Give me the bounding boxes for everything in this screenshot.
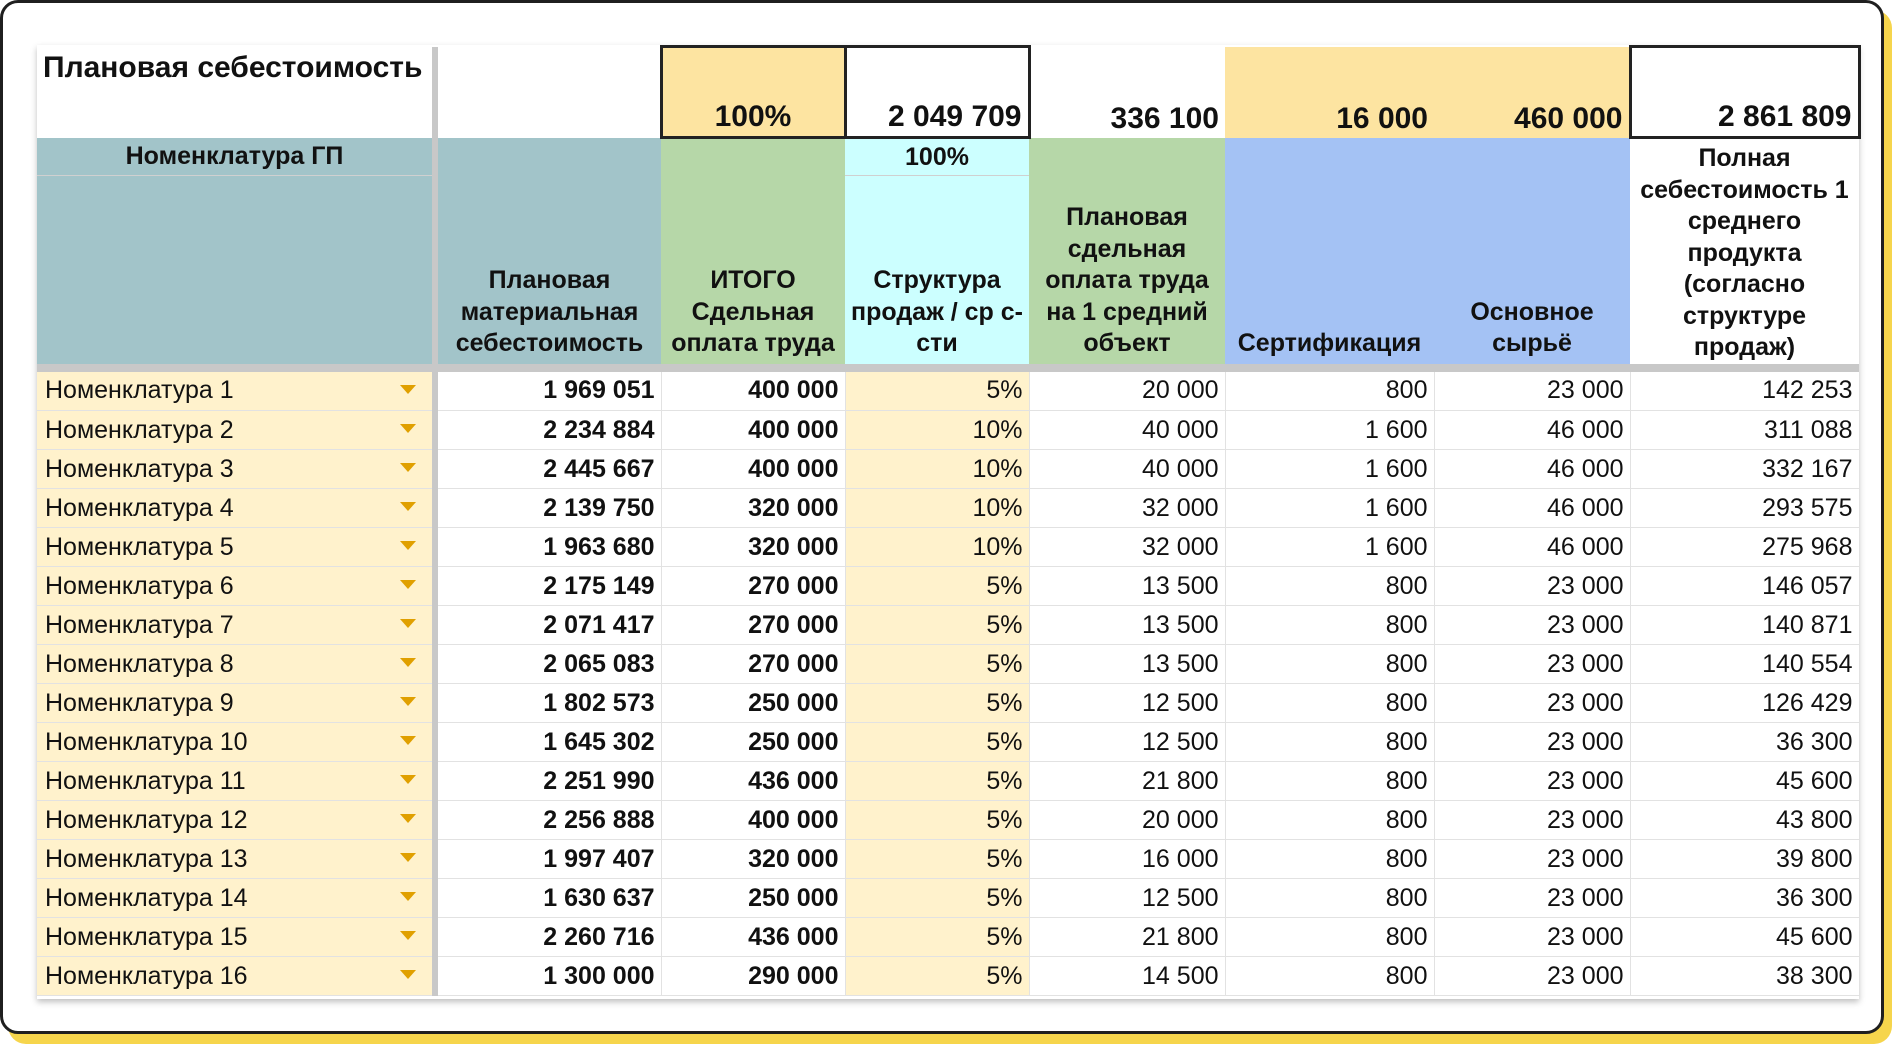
dropdown-triangle-icon[interactable] [400,853,416,862]
nomenclature-dropdown[interactable] [37,957,435,996]
material-cell[interactable]: 2 065 083 [435,645,661,684]
header-struct: Структура продаж / ср с-сти [845,176,1029,364]
cert-cell[interactable]: 1 600 [1225,528,1434,567]
dropdown-triangle-icon[interactable] [400,970,416,979]
raw-cell[interactable]: 23 000 [1434,762,1630,801]
piece-cell[interactable]: 21 800 [1029,762,1225,801]
full-cell[interactable]: 45 600 [1630,918,1859,957]
full-cell[interactable]: 43 800 [1630,801,1859,840]
nomenclature-dropdown[interactable] [37,723,435,762]
piece-cell[interactable]: 16 000 [1029,840,1225,879]
material-cell[interactable]: 1 969 051 [435,372,661,411]
cert-cell[interactable]: 800 [1225,957,1434,996]
full-cell[interactable]: 126 429 [1630,684,1859,723]
dropdown-triangle-icon[interactable] [400,541,416,550]
material-cell[interactable]: 2 139 750 [435,489,661,528]
full-cell[interactable]: 36 300 [1630,723,1859,762]
header-struct-pct: 100% [845,138,1029,176]
nomenclature-label: Номенклатура 11 [45,766,246,795]
cert-cell[interactable]: 800 [1225,372,1434,411]
material-cell[interactable]: 1 300 000 [435,957,661,996]
table-row [37,879,1859,918]
header-full: Полная себестоимость 1 среднего продукта (согласно структуре продаж) [1630,138,1859,364]
piece-cell[interactable]: 12 500 [1029,723,1225,762]
cert-cell[interactable]: 800 [1225,723,1434,762]
struct-cell[interactable]: 10% [845,411,1029,450]
struct-cell[interactable]: 10% [845,528,1029,567]
labor-cell[interactable]: 250 000 [661,684,845,723]
dropdown-triangle-icon[interactable] [400,424,416,433]
struct-cell[interactable]: 5% [845,918,1029,957]
nomenclature-dropdown[interactable] [37,606,435,645]
nomenclature-dropdown[interactable] [37,372,435,411]
full-cell[interactable]: 332 167 [1630,450,1859,489]
piece-cell[interactable]: 13 500 [1029,645,1225,684]
summary-cert-cell[interactable]: 16 000 [1225,47,1434,138]
material-cell[interactable]: 2 256 888 [435,801,661,840]
cost-table [37,45,1861,996]
header-separator [37,364,1859,372]
struct-cell[interactable]: 5% [845,879,1029,918]
piece-cell[interactable]: 20 000 [1029,372,1225,411]
cert-cell[interactable]: 800 [1225,606,1434,645]
material-cell[interactable]: 1 997 407 [435,840,661,879]
struct-cell[interactable]: 5% [845,567,1029,606]
table-row [37,957,1859,996]
struct-cell[interactable]: 10% [845,489,1029,528]
table-row [37,684,1859,723]
cert-cell[interactable]: 800 [1225,567,1434,606]
raw-cell[interactable]: 23 000 [1434,801,1630,840]
data-rows [37,372,1859,996]
nomenclature-label: Номенклатура 1 [45,376,234,405]
cert-cell[interactable]: 800 [1225,762,1434,801]
nomenclature-dropdown[interactable] [37,450,435,489]
labor-cell[interactable]: 436 000 [661,762,845,801]
material-cell[interactable]: 2 445 667 [435,450,661,489]
table-row [37,723,1859,762]
header-raw: Основное сырьё [1434,138,1630,364]
full-cell[interactable]: 38 300 [1630,957,1859,996]
labor-cell[interactable]: 320 000 [661,528,845,567]
raw-cell[interactable]: 23 000 [1434,840,1630,879]
nomenclature-dropdown[interactable] [37,567,435,606]
nomenclature-label: Номенклатура 16 [45,961,248,990]
piece-cell[interactable]: 32 000 [1029,528,1225,567]
struct-cell[interactable]: 5% [845,723,1029,762]
labor-cell[interactable]: 320 000 [661,489,845,528]
table-row [37,528,1859,567]
piece-cell[interactable]: 20 000 [1029,801,1225,840]
labor-cell[interactable]: 250 000 [661,723,845,762]
dropdown-triangle-icon[interactable] [400,658,416,667]
full-cell[interactable]: 36 300 [1630,879,1859,918]
header-labor: ИТОГО Сдельная оплата труда [661,138,845,364]
cert-cell[interactable]: 1 600 [1225,450,1434,489]
dropdown-triangle-icon[interactable] [400,463,416,472]
dropdown-triangle-icon[interactable] [400,502,416,511]
nomenclature-label: Номенклатура 9 [45,688,234,717]
nomenclature-label: Номенклатура 5 [45,532,234,561]
nomenclature-label: Номенклатура 10 [45,727,248,756]
labor-cell[interactable]: 270 000 [661,645,845,684]
dropdown-triangle-icon[interactable] [400,697,416,706]
raw-cell[interactable]: 23 000 [1434,879,1630,918]
raw-cell[interactable]: 46 000 [1434,411,1630,450]
nomenclature-label: Номенклатура 13 [45,844,248,873]
table-row [37,645,1859,684]
cert-cell[interactable]: 800 [1225,684,1434,723]
piece-cell[interactable]: 12 500 [1029,879,1225,918]
piece-cell[interactable]: 32 000 [1029,489,1225,528]
full-cell[interactable]: 275 968 [1630,528,1859,567]
cert-cell[interactable]: 1 600 [1225,411,1434,450]
raw-cell[interactable]: 46 000 [1434,528,1630,567]
struct-cell[interactable]: 5% [845,606,1029,645]
labor-cell[interactable]: 290 000 [661,957,845,996]
raw-cell[interactable]: 46 000 [1434,450,1630,489]
nomenclature-label: Номенклатура 4 [45,493,234,522]
labor-cell[interactable]: 270 000 [661,567,845,606]
piece-cell[interactable]: 14 500 [1029,957,1225,996]
cert-cell[interactable]: 800 [1225,801,1434,840]
full-cell[interactable]: 311 088 [1630,411,1859,450]
table-row [37,450,1859,489]
nomenclature-dropdown[interactable] [37,489,435,528]
material-cell[interactable]: 2 260 716 [435,918,661,957]
raw-cell[interactable]: 23 000 [1434,372,1630,411]
nomenclature-label: Номенклатура 14 [45,883,248,912]
struct-cell[interactable]: 5% [845,801,1029,840]
nomenclature-dropdown[interactable] [37,762,435,801]
piece-cell[interactable]: 12 500 [1029,684,1225,723]
nomenclature-dropdown[interactable] [37,918,435,957]
dropdown-triangle-icon[interactable] [400,580,416,589]
cert-cell[interactable]: 800 [1225,840,1434,879]
full-cell[interactable]: 142 253 [1630,372,1859,411]
full-cell[interactable]: 140 871 [1630,606,1859,645]
nomenclature-label: Номенклатура 8 [45,649,234,678]
dropdown-triangle-icon[interactable] [400,775,416,784]
cert-cell[interactable]: 800 [1225,645,1434,684]
dropdown-triangle-icon[interactable] [400,892,416,901]
material-cell[interactable]: 1 645 302 [435,723,661,762]
cert-cell[interactable]: 800 [1225,918,1434,957]
labor-cell[interactable]: 400 000 [661,372,845,411]
nomenclature-label: Номенклатура 2 [45,415,234,444]
raw-cell[interactable]: 23 000 [1434,567,1630,606]
raw-cell[interactable]: 23 000 [1434,957,1630,996]
piece-cell[interactable]: 40 000 [1029,450,1225,489]
nomenclature-label: Номенклатура 15 [45,922,248,951]
piece-cell[interactable]: 13 500 [1029,567,1225,606]
labor-cell[interactable]: 250 000 [661,879,845,918]
material-cell[interactable]: 1 963 680 [435,528,661,567]
header-nomenclature: Номенклатура ГП [37,138,435,176]
full-cell[interactable]: 45 600 [1630,762,1859,801]
dropdown-triangle-icon[interactable] [400,736,416,745]
full-cell[interactable]: 293 575 [1630,489,1859,528]
raw-cell[interactable]: 23 000 [1434,723,1630,762]
dropdown-triangle-icon[interactable] [400,931,416,940]
material-cell[interactable]: 2 071 417 [435,606,661,645]
raw-cell[interactable]: 46 000 [1434,489,1630,528]
material-cell[interactable]: 1 802 573 [435,684,661,723]
struct-cell[interactable]: 5% [845,762,1029,801]
spreadsheet [37,45,1859,999]
summary-row [37,47,1859,138]
nomenclature-dropdown[interactable] [37,879,435,918]
summary-raw-cell[interactable]: 460 000 [1434,47,1630,138]
material-cell[interactable]: 2 251 990 [435,762,661,801]
struct-cell[interactable]: 5% [845,840,1029,879]
struct-cell[interactable]: 5% [845,684,1029,723]
cert-cell[interactable]: 1 600 [1225,489,1434,528]
material-cell[interactable]: 2 234 884 [435,411,661,450]
cert-cell[interactable]: 800 [1225,879,1434,918]
header-row-1 [37,138,1859,176]
table-row [37,606,1859,645]
nomenclature-dropdown[interactable] [37,684,435,723]
piece-cell[interactable]: 40 000 [1029,411,1225,450]
table-row [37,918,1859,957]
nomenclature-label: Номенклатура 3 [45,454,234,483]
struct-cell[interactable]: 5% [845,372,1029,411]
piece-cell[interactable]: 13 500 [1029,606,1225,645]
labor-cell[interactable]: 270 000 [661,606,845,645]
table-row [37,762,1859,801]
nomenclature-dropdown[interactable] [37,840,435,879]
material-cell[interactable]: 2 175 149 [435,567,661,606]
summary-piece-avg-cell[interactable]: 336 100 [1110,101,1219,135]
labor-cell[interactable]: 400 000 [661,801,845,840]
dropdown-triangle-icon[interactable] [400,385,416,394]
dropdown-triangle-icon[interactable] [400,619,416,628]
nomenclature-label: Номенклатура 6 [45,571,234,600]
nomenclature-dropdown[interactable] [37,411,435,450]
table-row [37,567,1859,606]
header-piece-avg: Плановая сдельная оплата труда на 1 средний объект [1029,138,1225,364]
table-row [37,411,1859,450]
summary-full-total-cell[interactable]: 2 861 809 [1630,47,1859,138]
labor-cell[interactable]: 400 000 [661,450,845,489]
sheet-title: Плановая себестоимость [37,47,435,138]
nomenclature-label: Номенклатура 7 [45,610,234,639]
table-row [37,489,1859,528]
nomenclature-dropdown[interactable] [37,528,435,567]
nomenclature-dropdown[interactable] [37,645,435,684]
material-cell[interactable]: 1 630 637 [435,879,661,918]
raw-cell[interactable]: 23 000 [1434,684,1630,723]
nomenclature-dropdown[interactable] [37,801,435,840]
labor-cell[interactable]: 400 000 [661,411,845,450]
full-cell[interactable]: 39 800 [1630,840,1859,879]
dropdown-triangle-icon[interactable] [400,814,416,823]
header-nomenclature-blank [37,176,435,364]
summary-material-cell [435,47,661,138]
full-cell[interactable]: 146 057 [1630,567,1859,606]
raw-cell[interactable]: 23 000 [1434,918,1630,957]
labor-cell[interactable]: 320 000 [661,840,845,879]
full-cell[interactable]: 140 554 [1630,645,1859,684]
struct-cell[interactable]: 5% [845,645,1029,684]
labor-cell[interactable]: 436 000 [661,918,845,957]
struct-cell[interactable]: 10% [845,450,1029,489]
piece-cell[interactable]: 21 800 [1029,918,1225,957]
struct-cell[interactable]: 5% [845,957,1029,996]
summary-labor-total-cell[interactable]: 2 049 709 [845,47,1029,138]
raw-cell[interactable]: 23 000 [1434,606,1630,645]
header-cert: Сертификация [1225,138,1434,364]
table-row [37,372,1859,411]
table-row [37,840,1859,879]
summary-pct-cell[interactable]: 100% [661,47,845,138]
nomenclature-label: Номенклатура 12 [45,805,248,834]
header-material: Плановая материальная себестоимость [435,138,661,364]
table-row [37,801,1859,840]
raw-cell[interactable]: 23 000 [1434,645,1630,684]
